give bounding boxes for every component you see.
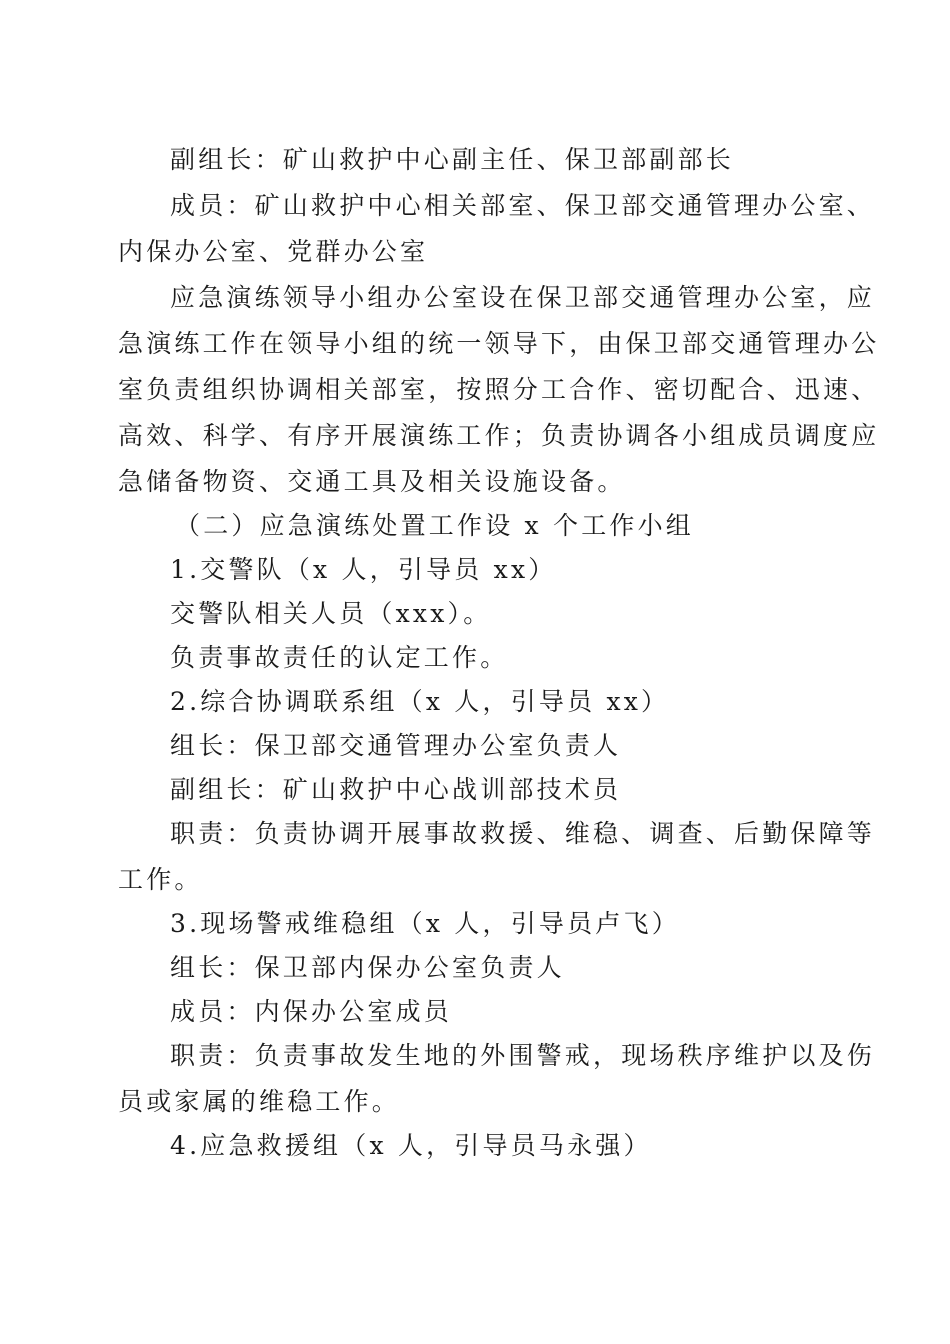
office-paragraph-line-5: 急储备物资、交通工具及相关设施设备。 xyxy=(118,467,626,496)
item-3-duty: 职责：负责事故发生地的外围警戒，现场秩序维护以及伤 xyxy=(170,1041,876,1070)
item-2-deputy: 副组长：矿山救护中心战训部技术员 xyxy=(170,775,622,804)
item-2-title: 2.综合协调联系组（x 人，引导员 xx） xyxy=(170,687,670,716)
office-paragraph-line-4: 高效、科学、有序开展演练工作；负责协调各小组成员调度应 xyxy=(118,421,880,450)
item-4-title: 4.应急救援组（x 人，引导员马永强） xyxy=(170,1131,652,1160)
members-line: 成员：矿山救护中心相关部室、保卫部交通管理办公室、 xyxy=(170,191,876,220)
item-3-members: 成员：内保办公室成员 xyxy=(170,997,453,1026)
item-1-title: 1.交警队（x 人，引导员 xx） xyxy=(170,555,557,584)
item-2-duty-cont: 工作。 xyxy=(118,865,203,894)
members-line-cont: 内保办公室、党群办公室 xyxy=(118,237,429,266)
item-3-duty-cont: 员或家属的维稳工作。 xyxy=(118,1087,401,1116)
section-heading: （二）应急演练处置工作设 x 个工作小组 xyxy=(175,511,694,540)
item-1-duty: 负责事故责任的认定工作。 xyxy=(170,643,509,672)
office-paragraph-line-3: 室负责组织协调相关部室，按照分工合作、密切配合、迅速、 xyxy=(118,375,880,404)
office-paragraph-line-2: 急演练工作在领导小组的统一领导下，由保卫部交通管理办公 xyxy=(118,329,880,358)
item-2-duty: 职责：负责协调开展事故救援、维稳、调查、后勤保障等 xyxy=(170,819,876,848)
item-2-leader: 组长：保卫部交通管理办公室负责人 xyxy=(170,731,622,760)
item-1-members: 交警队相关人员（xxx）。 xyxy=(170,599,492,628)
item-3-title: 3.现场警戒维稳组（x 人，引导员卢飞） xyxy=(170,909,680,938)
office-paragraph-line-1: 应急演练领导小组办公室设在保卫部交通管理办公室，应 xyxy=(170,283,876,312)
deputy-leader-line: 副组长：矿山救护中心副主任、保卫部副部长 xyxy=(170,145,735,174)
item-3-leader: 组长：保卫部内保办公室负责人 xyxy=(170,953,565,982)
